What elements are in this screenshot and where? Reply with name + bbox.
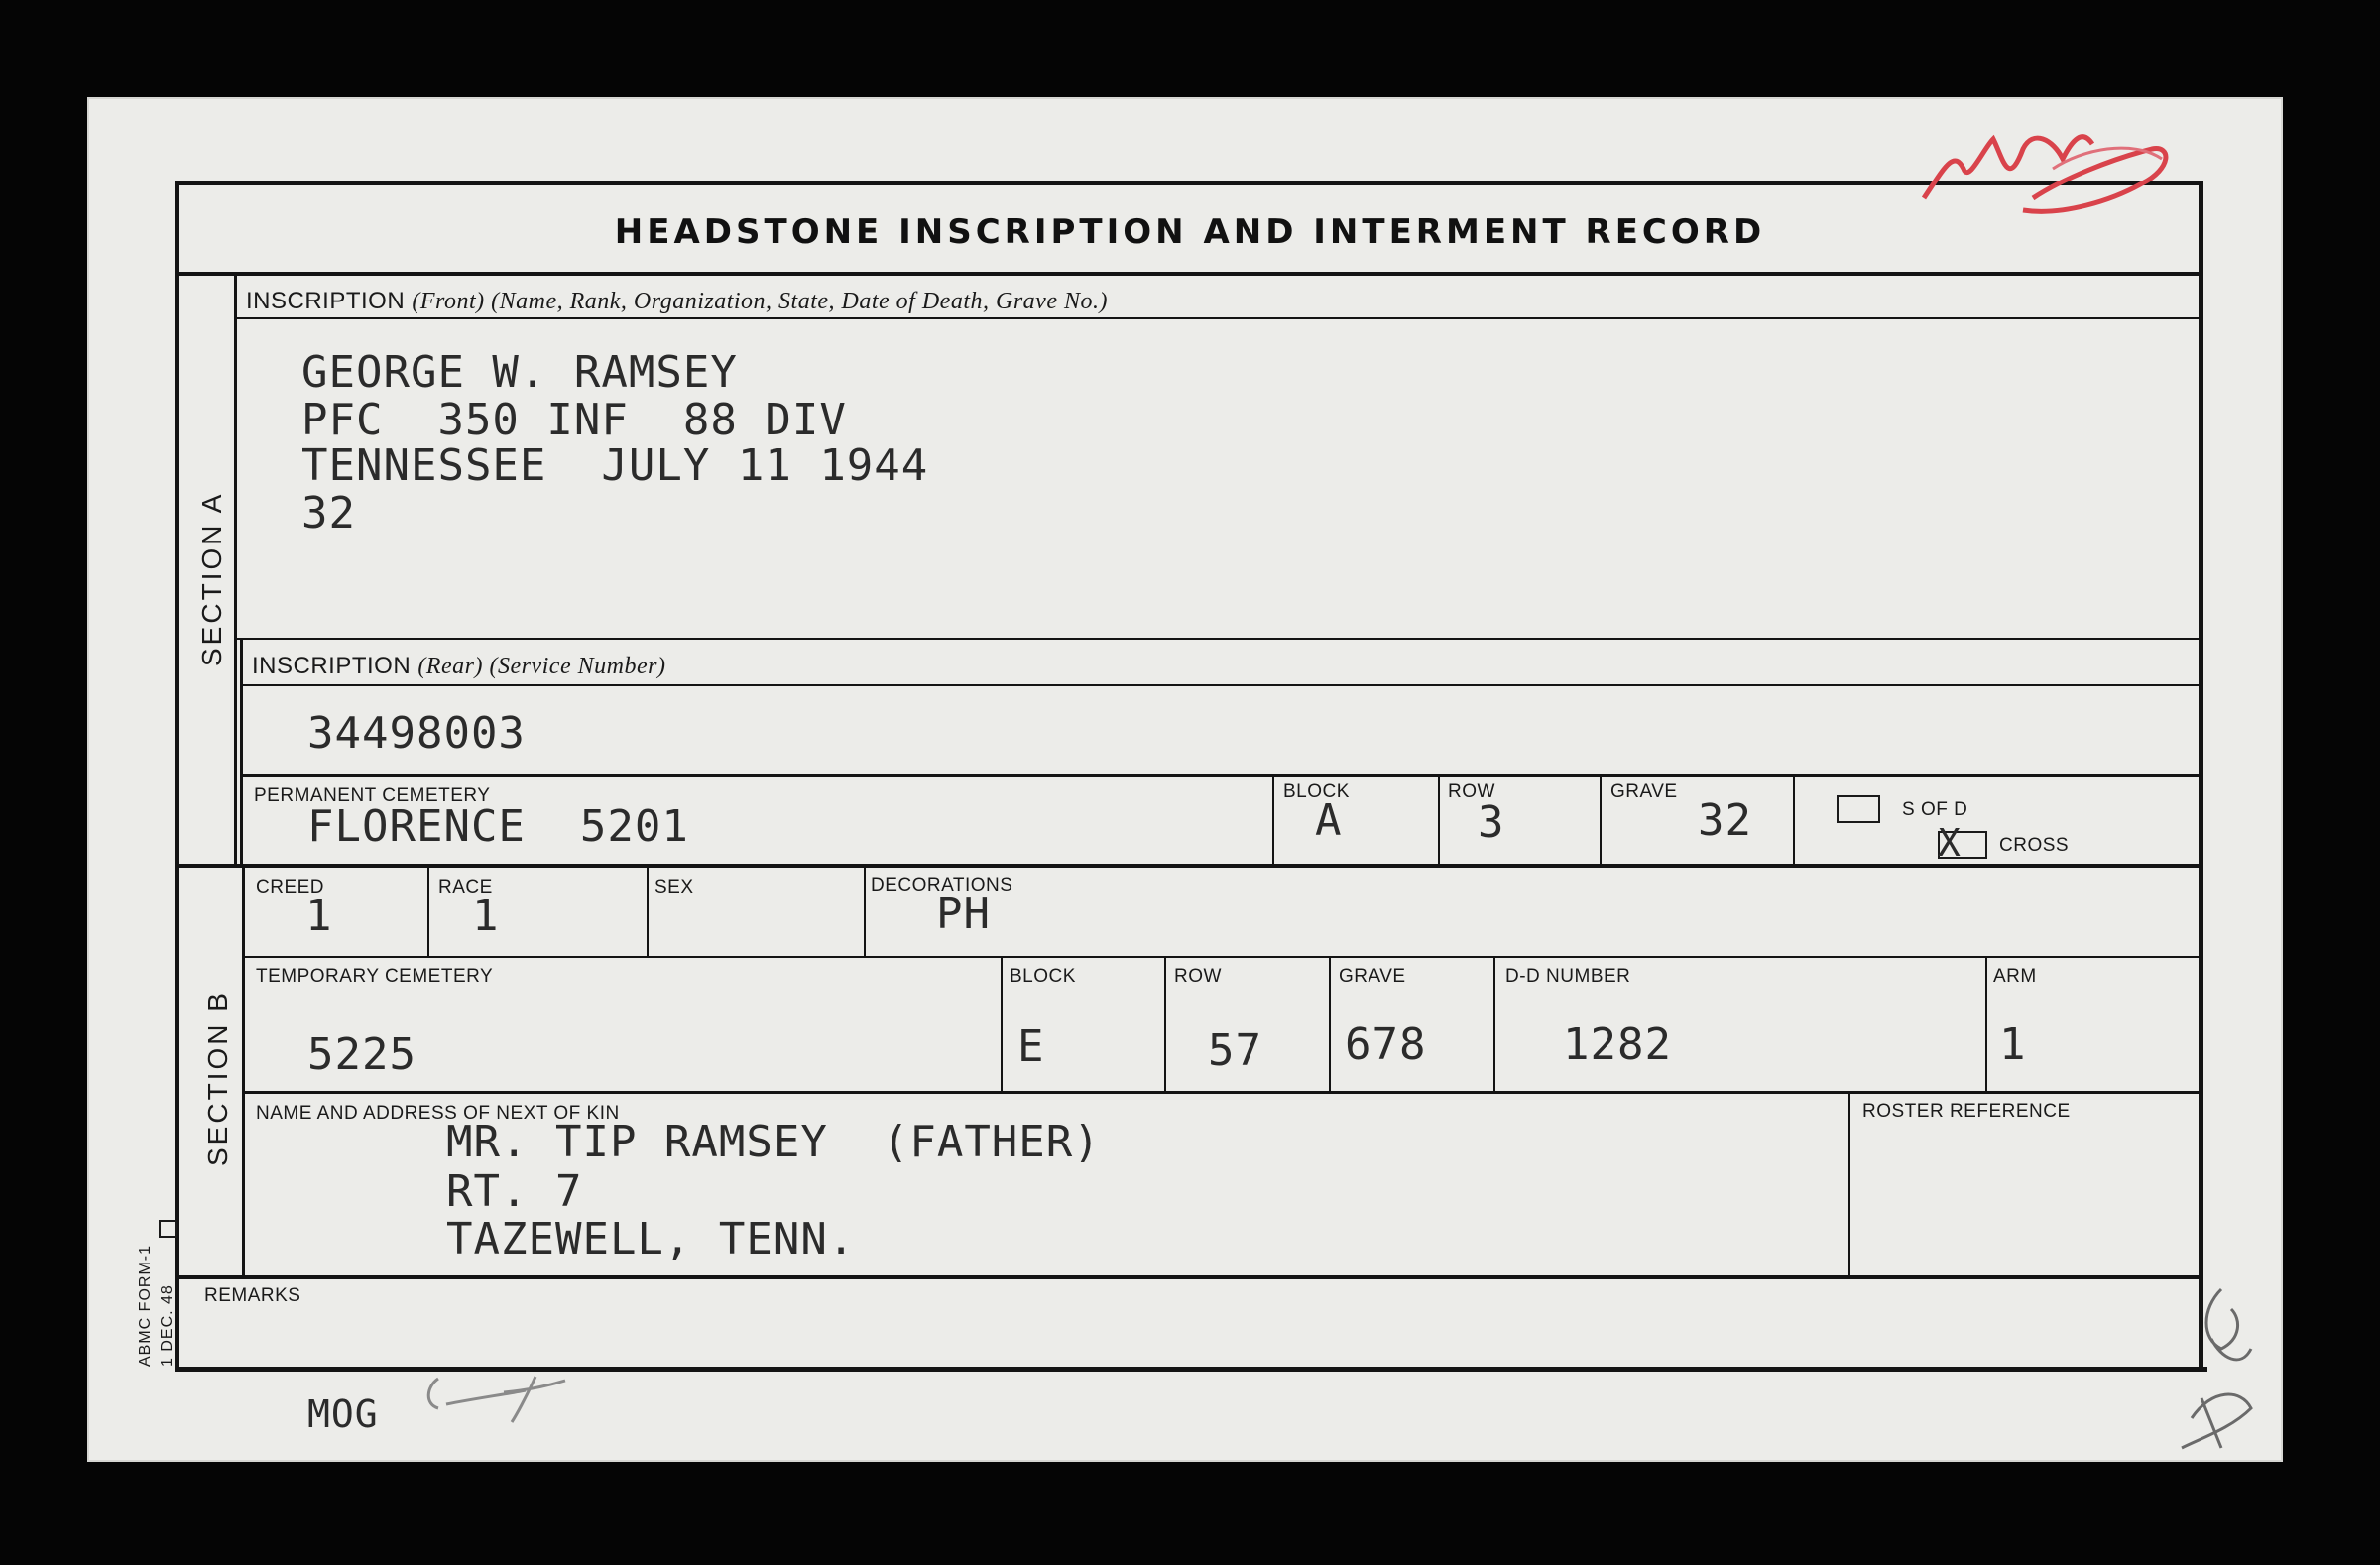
rule-under-title <box>175 272 2203 276</box>
temporary-cemetery-label: TEMPORARY CEMETERY <box>256 966 494 987</box>
rule-temp-dd <box>1493 957 1495 1093</box>
inscription-front-line-3: TENNESSEE JULY 11 1944 <box>301 440 929 491</box>
permanent-row-value: 3 <box>1478 797 1505 848</box>
service-number: 34498003 <box>307 708 526 759</box>
rule-race <box>427 867 429 958</box>
next-of-kin-line-1: MR. TIP RAMSEY (FATHER) <box>446 1117 1101 1167</box>
creed-label: CREED <box>256 877 325 898</box>
permanent-grave-value: 32 <box>1698 795 1752 846</box>
mog-annotation: MOG <box>307 1392 379 1436</box>
cross-label: CROSS <box>1999 835 2070 856</box>
next-of-kin-line-3: TAZEWELL, TENN. <box>446 1214 856 1264</box>
rule-perm-marker <box>1793 775 1795 866</box>
section-b-label: SECTION B <box>202 990 233 1166</box>
frame-left <box>175 181 179 1371</box>
sex-label: SEX <box>654 877 694 898</box>
permanent-cemetery-value: FLORENCE 5201 <box>307 801 689 852</box>
section-a-label: SECTION A <box>196 491 227 666</box>
permanent-row-label: ROW <box>1448 782 1495 802</box>
roster-reference-label: ROSTER REFERENCE <box>1862 1101 2071 1122</box>
cross-check-mark: X <box>1938 821 1962 865</box>
rule-temp-row <box>1164 957 1166 1093</box>
creed-value: 1 <box>305 891 333 941</box>
permanent-grave-label: GRAVE <box>1610 782 1678 802</box>
rule-perm-row <box>1438 775 1440 866</box>
rule-front-label <box>236 317 2200 319</box>
rule-kin-bottom <box>175 1275 2203 1279</box>
rule-temp-grave <box>1329 957 1331 1093</box>
rule-section-b-column <box>242 866 245 1276</box>
temporary-row-label: ROW <box>1174 966 1222 987</box>
arm-label: ARM <box>1993 966 2037 987</box>
race-label: RACE <box>438 877 493 898</box>
temporary-cemetery-value: 5225 <box>307 1029 416 1080</box>
rule-sex <box>647 867 649 958</box>
rule-temp-block <box>1001 957 1003 1093</box>
red-pencil-signature <box>1914 109 2192 238</box>
race-value: 1 <box>472 891 500 941</box>
inscription-front-line-4: 32 <box>301 488 356 539</box>
inscription-front-label: INSCRIPTION (Front) (Name, Rank, Organization, State, Date of Death, Grave No.) <box>246 288 1108 314</box>
rule-temporary-bottom <box>242 1091 2200 1094</box>
next-of-kin-label: NAME AND ADDRESS OF NEXT OF KIN <box>256 1103 620 1124</box>
permanent-block-label: BLOCK <box>1283 782 1350 802</box>
rule-section-a-column <box>234 274 237 865</box>
rule-rear-label <box>242 684 2200 686</box>
rule-perm-block <box>1272 775 1274 866</box>
s-of-d-label: S OF D <box>1902 799 1968 820</box>
frame-top <box>175 181 2203 185</box>
form-title: HEADSTONE INSCRIPTION AND INTERMENT RECORD <box>614 212 1766 252</box>
rule-perm-grave <box>1600 775 1602 866</box>
temporary-grave-label: GRAVE <box>1339 966 1406 987</box>
temporary-block-label: BLOCK <box>1010 966 1076 987</box>
inscription-rear-label: INSCRIPTION (Rear) (Service Number) <box>252 653 666 679</box>
decorations-value: PH <box>936 889 991 939</box>
rule-front-bottom <box>236 638 2200 640</box>
next-of-kin-line-2: RT. 7 <box>446 1166 583 1217</box>
permanent-cemetery-label: PERMANENT CEMETERY <box>254 785 491 806</box>
form-corner-checkbox <box>159 1220 177 1238</box>
inscription-front-line-1: GEORGE W. RAMSEY <box>301 347 738 398</box>
rule-decorations <box>864 867 866 958</box>
decorations-label: DECORATIONS <box>871 875 1013 896</box>
pencil-scribble-near-mog <box>416 1369 585 1428</box>
permanent-block-value: A <box>1315 795 1343 846</box>
dd-number-value: 1282 <box>1563 1020 1672 1070</box>
arm-value: 1 <box>1999 1020 2027 1070</box>
s-of-d-checkbox <box>1837 795 1880 823</box>
form-date: 1 DEC. 48 <box>159 1284 176 1367</box>
rule-personal-bottom <box>242 956 2200 958</box>
temporary-block-value: E <box>1017 1022 1045 1072</box>
rule-temp-arm <box>1985 957 1987 1093</box>
rule-roster <box>1848 1093 1850 1277</box>
temporary-grave-value: 678 <box>1345 1020 1427 1070</box>
temporary-row-value: 57 <box>1208 1025 1262 1076</box>
inscription-front-line-2: PFC 350 INF 88 DIV <box>301 395 847 445</box>
form-number: ABMC FORM-1 <box>137 1245 154 1367</box>
remarks-label: REMARKS <box>204 1285 301 1306</box>
pencil-initials-margin <box>2162 1279 2271 1458</box>
dd-number-label: D-D NUMBER <box>1505 966 1631 987</box>
rule-rear-bottom <box>242 774 2200 777</box>
rule-rear-column <box>240 640 243 866</box>
rule-section-divider <box>175 864 2203 868</box>
